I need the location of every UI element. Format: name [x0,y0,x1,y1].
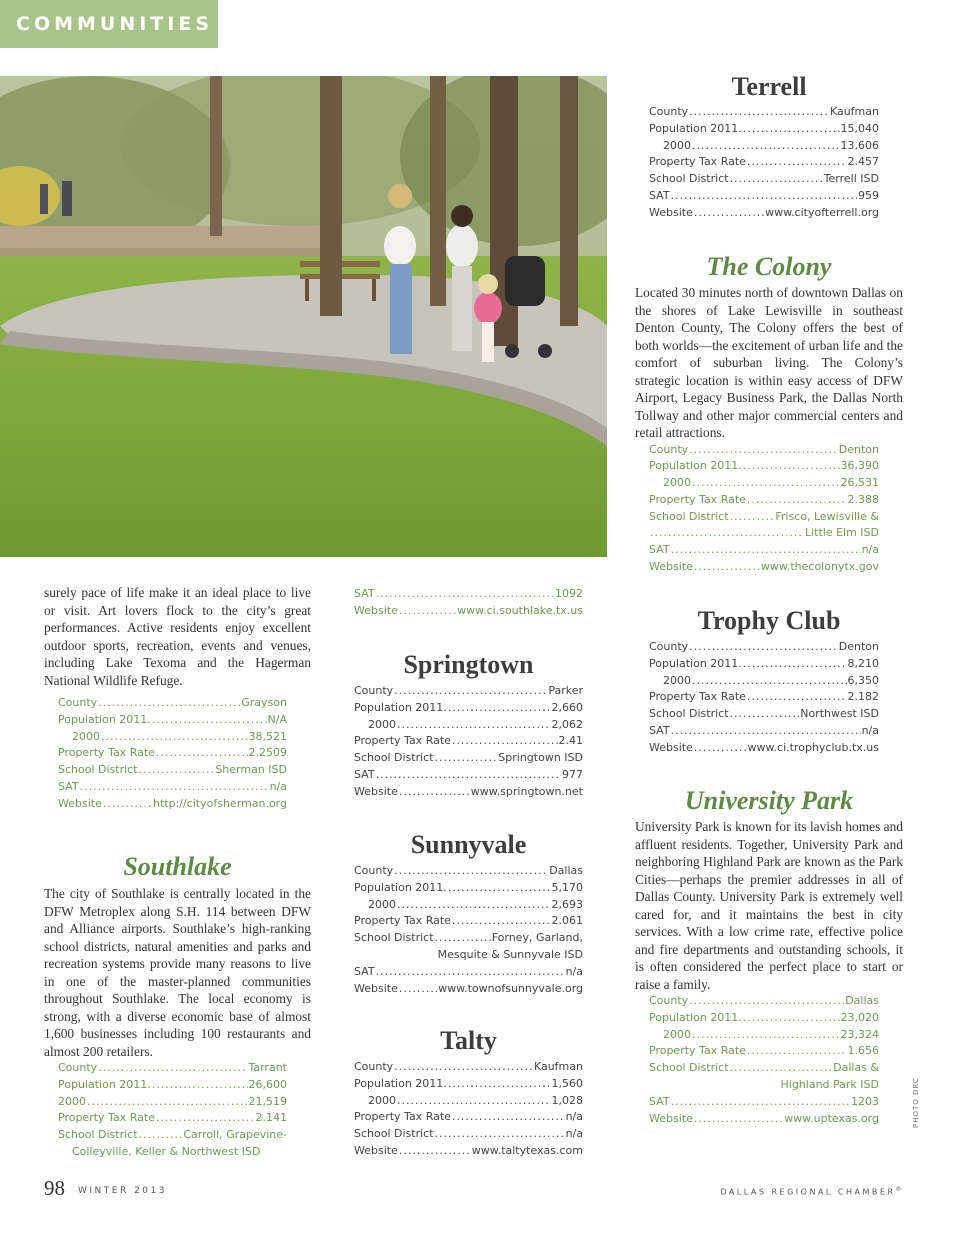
southlake-stats [58,1060,287,1161]
stat-row-website [649,205,879,222]
stat-value: 2,660 [551,700,583,714]
stat-row-sat [649,188,879,205]
stat-value: www.ci.southlake.tx.us [457,603,583,617]
trophy-club-section [635,606,903,757]
stat-row-website [354,1143,583,1160]
southlake-stats-cont [354,586,583,620]
stat-label: 2000 [368,717,396,731]
stat-label: 2000 [663,138,691,152]
stat-row-school-district [649,706,879,723]
stat-row-school-district-cont [58,1144,287,1161]
talty-section [354,1026,583,1160]
stat-label: School District [354,751,434,765]
stat-value: www.taltytexas.com [471,1143,583,1157]
talty-stats [354,1059,583,1160]
city-title: Sunnyvale [410,830,527,859]
stat-value: Kaufman [533,1060,583,1073]
stat-value: 1203 [851,1094,879,1108]
stat-label: Population 2011. [649,1010,742,1024]
stat-value: 13,606 [840,138,879,152]
stat-value: http://cityofsherman.org [153,796,287,810]
stat-row-population-2011 [649,656,879,673]
stat-value: 1,028 [551,1093,583,1107]
colony-stats [649,442,879,576]
stat-row-population-2000 [354,897,583,914]
sherman-stats [58,695,287,813]
stat-value: 5,170 [551,880,583,894]
stat-label: Website [649,560,693,574]
stat-row-school-district-cont [649,1077,879,1094]
stat-row-website [649,1111,879,1128]
stat-row-tax-rate [649,492,879,509]
stat-value: 2.388 [847,492,879,506]
stat-row-school-district [649,171,879,188]
stat-row-tax-rate [354,1109,583,1126]
stat-value: www.ci.trophyclub.tx.us [747,740,879,754]
stat-label: Property Tax Rate [649,155,746,169]
stat-row-website [649,559,879,576]
stat-label: County [354,864,394,877]
stat-label: Website [354,603,398,617]
stat-row-school-district [649,509,879,526]
stat-value: 38,521 [248,729,287,743]
stat-label: Property Tax Rate [354,914,451,928]
city-title: Talty [440,1026,497,1055]
stat-value: 1092 [555,587,583,600]
stat-label: SAT [649,188,670,202]
stat-label: Population 2011. [354,880,447,894]
stat-row-sat [354,586,583,603]
stat-value: 977 [562,767,583,781]
stat-label: SAT [354,587,375,600]
stat-value: Colleyville, Keller & Northwest ISD [72,1144,261,1158]
stat-row-website [354,981,583,998]
stat-row-sat [649,723,879,740]
stat-row-sat [354,964,583,981]
stat-label: Property Tax Rate [58,1111,155,1125]
stat-label: Website [354,1143,398,1157]
stat-row-school-district [354,1126,583,1143]
stat-label: Property Tax Rate [649,1044,746,1058]
stat-row-county [354,683,583,700]
stat-row-school-district [649,1060,879,1077]
stat-value: Carroll, Grapevine- [183,1128,287,1142]
stat-label: Property Tax Rate [649,690,746,704]
stat-row-tax-rate [58,1110,287,1127]
stat-value: 2,693 [551,897,583,911]
stat-label: Population 2011. [58,1077,151,1091]
stat-row-school-district-cont [649,525,879,542]
stat-row-population-2000 [649,673,879,690]
stat-label: School District [354,931,434,945]
stat-value: 2.182 [847,690,879,704]
stat-row-school-district [354,750,583,767]
stat-value: 21,519 [248,1094,287,1108]
issue-label: WINTER 2013 [78,1186,167,1196]
stat-row-sat [354,767,583,784]
stat-label: SAT [649,723,670,737]
stat-label: County [354,684,394,697]
stat-label: County [649,640,689,653]
stat-label: County [649,994,689,1007]
stat-label: Property Tax Rate [354,734,451,748]
stat-value: Denton [838,442,879,456]
stat-value: 15,040 [840,121,879,135]
stat-value: Frisco, Lewisville & [775,509,879,523]
stat-value: www.uptexas.org [784,1111,879,1125]
stat-row-population-2011 [649,1010,879,1027]
stat-row-county [58,695,287,712]
springtown-stats [354,683,583,801]
stat-value: 8,210 [847,656,879,670]
stat-label: Population 2011. [354,1076,447,1090]
stat-label: Property Tax Rate [649,492,746,506]
stat-row-population-2011 [649,121,879,138]
stat-value: n/a [565,1127,583,1141]
stat-label: Property Tax Rate [58,746,155,760]
photo-credit: PHOTO DRC [912,1077,920,1128]
southlake-continued [354,586,583,620]
stat-row-population-2000 [58,1094,287,1111]
section-tab [0,0,218,48]
stat-value: Terrell ISD [823,172,879,186]
stat-row-tax-rate [354,913,583,930]
stat-value: 23,324 [840,1027,879,1041]
southlake-text: The city of Southlake is centrally located in the DFW Metroplex along S.H. 114 between DFW and Alliance airports. Southlake’s high-ranking school districts, natural amenities and parks and recreation systems provide many reasons to live in one of the master-planned communities throughout Southlake. The local economy is strong, with a diverse economic base of almost 1,600 businesses including 100 restaurants and almost 200 retailers. [44,886,311,1059]
university-park-section [635,786,903,1127]
terrell-section [635,72,903,222]
stat-label: Website [58,796,102,810]
stat-row-county [354,863,583,880]
stat-row-county [649,639,879,656]
stat-row-website [354,784,583,801]
stat-label: 2000 [663,476,691,490]
publisher-name-text: DALLAS REGIONAL CHAMBER [720,1187,896,1197]
stat-row-tax-rate [58,745,287,762]
stat-value: Dallas [845,994,879,1007]
stat-value: 26,531 [840,476,879,490]
stat-value: n/a [269,779,287,793]
stat-value: 2.457 [847,155,879,169]
stat-value: n/a [565,964,583,978]
stat-label: SAT [58,779,79,793]
stat-value: 2.061 [551,914,583,928]
stat-label: Website [354,784,398,798]
stat-row-school-district [354,930,583,947]
trophy-club-stats [649,639,879,757]
stat-label: County [58,696,98,709]
colony-text: Located 30 minutes north of downtown Dallas on the shores of Lake Lewisville in southeast Denton County, The Colony offers the best of both worlds—the excitement of urban life and the comfort of suburban living. The Colony’s strategic location is within easy access of DFW Airport, Legacy Business Park, the Dallas North Tollway and other major commercial centers and retail attractions. [635,285,903,440]
stat-label: County [354,1060,394,1073]
stat-row-county [58,1060,287,1077]
stat-label: Population 2011. [649,656,742,670]
stat-value: 2,062 [551,717,583,731]
stat-label: Website [354,981,398,995]
stat-label: Population 2011. [649,459,742,473]
stat-label: School District [649,707,729,721]
stat-row-county [649,993,879,1010]
stat-value: n/a [861,543,879,557]
stat-row-tax-rate [649,154,879,171]
stat-value: 1.656 [847,1044,879,1058]
colony-section [635,252,903,576]
stat-row-population-2000 [354,717,583,734]
park-photo [0,76,607,557]
springtown-section [354,650,583,801]
stat-value: Forney, Garland, [491,931,583,945]
stat-label: Website [649,205,693,219]
sherman-section [44,584,311,813]
stat-value: Dallas [549,864,583,877]
stat-label: County [58,1061,98,1074]
stat-label: 2000 [663,1027,691,1041]
terrell-stats [649,104,879,222]
stat-value: Springtown ISD [498,751,583,765]
stat-value: Highland Park ISD [780,1077,879,1091]
stat-label: Property Tax Rate [354,1110,451,1124]
stat-value: 26,600 [248,1077,287,1091]
stat-value: www.cityofterrell.org [765,205,879,219]
stat-label: 2000 [58,1094,86,1108]
stat-row-county [649,442,879,459]
stat-value: Dallas & [833,1061,879,1075]
stat-label: 2000 [368,1093,396,1107]
stat-label: School District [649,1061,729,1075]
stat-row-tax-rate [354,733,583,750]
stat-row-website [649,740,879,757]
city-title: Springtown [403,650,534,679]
stat-label: SAT [354,767,375,781]
stat-row-website [354,603,583,620]
stat-row-county [649,104,879,121]
stat-row-tax-rate [649,1043,879,1060]
stat-row-population-2000 [649,475,879,492]
stat-label: 2000 [72,729,100,743]
stat-label: Population 2011. [354,700,447,714]
stat-row-sat [649,542,879,559]
city-title: The Colony [706,252,832,281]
stat-value: Kaufman [829,105,879,118]
city-title: Southlake [123,852,232,881]
stat-row-population-2011 [649,458,879,475]
stat-label: SAT [649,1094,670,1108]
stat-value: 2.41 [558,734,583,748]
stat-value: 2.141 [255,1111,287,1125]
stat-label: Website [649,1111,693,1125]
stat-row-county [354,1059,583,1076]
stat-label: School District [649,172,729,186]
stat-value: 2.2509 [248,746,287,760]
publisher-name: DALLAS REGIONAL CHAMBER® [720,1186,904,1197]
stat-value: 1,560 [551,1076,583,1090]
stat-value: www.springtown.net [470,784,583,798]
stat-row-population-2000 [58,729,287,746]
stat-value: www.townofsunnyvale.org [438,981,583,995]
section-title: COMMUNITIES [16,13,214,35]
stat-label: SAT [649,543,670,557]
university-park-stats [649,993,879,1127]
stat-row-population-2011 [58,1077,287,1094]
stat-row-population-2011 [354,700,583,717]
city-title: Trophy Club [697,606,841,635]
stat-label: County [649,442,689,456]
stat-value: n/a [565,1110,583,1124]
stat-row-website [58,796,287,813]
stat-row-school-district-cont [354,947,583,964]
stat-row-population-2000 [649,1027,879,1044]
stat-label: School District [58,1128,138,1142]
stat-value: Mesquite & Sunnyvale ISD [437,947,583,961]
stat-value: Little Elm ISD [804,526,879,540]
stat-label: School District [649,509,729,523]
stat-value: Grayson [241,696,287,709]
stat-row-tax-rate [649,689,879,706]
southlake-section [44,852,311,1161]
stat-row-population-2000 [649,138,879,155]
sherman-text: surely pace of life make it an ideal place to live or visit. Art lovers flock to the city’s great performances. Active residents enjoy excellent outdoor sports, recreation, events and venues, including Lake Texoma and the Hagerman National Wildlife Refuge. [44,585,311,688]
stat-label: 2000 [368,897,396,911]
stat-value: www.thecolonytx.gov [760,560,879,574]
stat-label: 2000 [663,673,691,687]
stat-label: School District [354,1127,434,1141]
stat-value: Sherman ISD [215,763,287,777]
stat-value: Parker [548,684,583,697]
stat-row-school-district [58,762,287,779]
stat-row-population-2011 [354,1076,583,1093]
stat-row-school-district [58,1127,287,1144]
city-title: Terrell [731,72,807,101]
stat-row-sat [649,1094,879,1111]
stat-label: SAT [354,964,375,978]
stat-row-sat [58,779,287,796]
stat-value: N/A [267,712,287,726]
stat-label: Population 2011. [58,712,151,726]
stat-value: 23,020 [840,1010,879,1024]
stat-value: Northwest ISD [800,707,879,721]
stat-value: 6,350 [847,673,879,687]
sunnyvale-stats [354,863,583,997]
stat-label: Population 2011. [649,121,742,135]
stat-row-population-2000 [354,1093,583,1110]
stat-value: n/a [861,723,879,737]
city-title: University Park [684,786,854,815]
stat-row-population-2011 [58,712,287,729]
stat-value: 959 [858,188,879,202]
stat-value: Denton [838,640,879,653]
page-number: 98 [44,1176,65,1200]
stat-row-population-2011 [354,880,583,897]
stat-label: County [649,105,689,118]
stat-value: 36,390 [840,459,879,473]
stat-label: School District [58,763,138,777]
stat-label: Website [649,740,693,754]
university-park-text: University Park is known for its lavish homes and affluent residents. Together, University Park and neighboring Highland Park are known as the Park Cities—perhaps the premier addresses in all of Dallas County. University Park is extremely well cared for, and it maintains the best in city services. With a low crime rate, effective police and fire departments and outstanding schools, it is often considered the perfect place to start or raise a family. [635,819,903,992]
stat-value: Tarrant [248,1061,287,1074]
sunnyvale-section [354,830,583,997]
